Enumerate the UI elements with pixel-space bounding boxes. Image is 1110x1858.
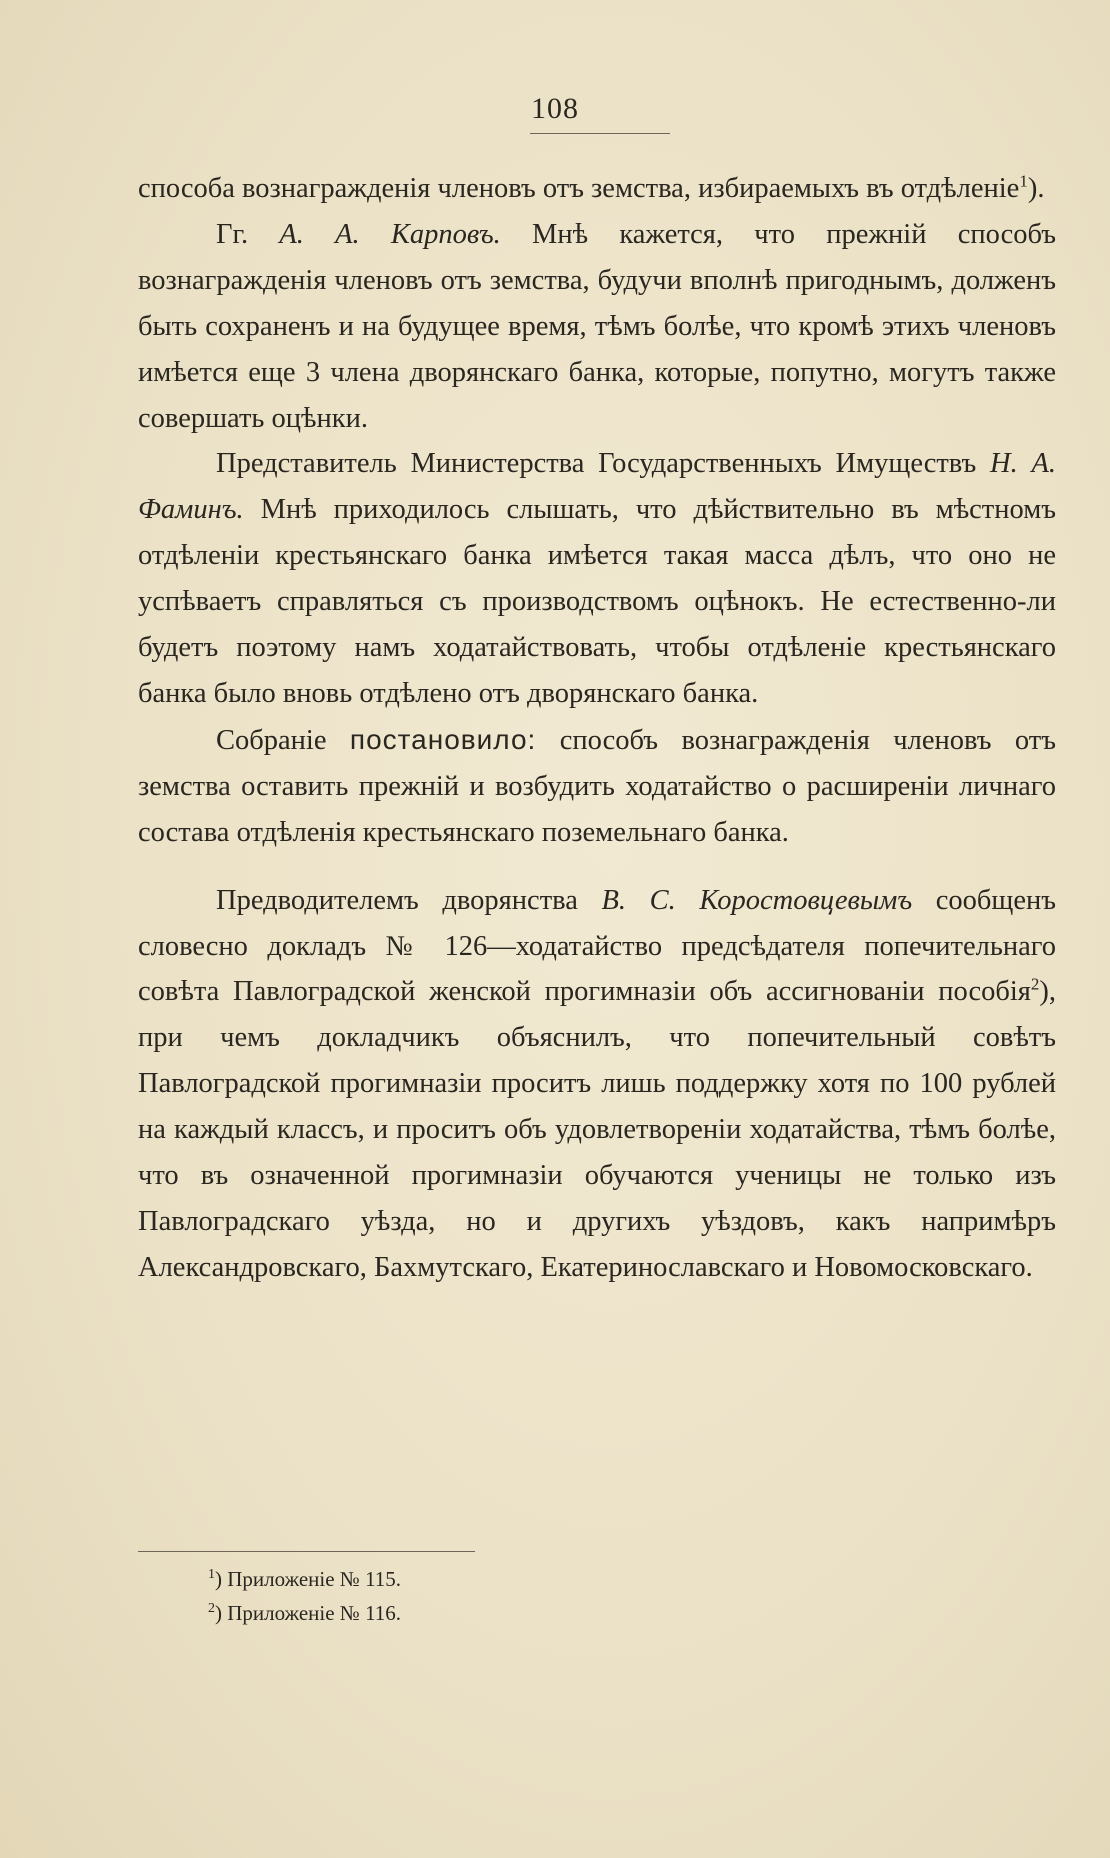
footnote-2-mark: 2 <box>208 1601 215 1616</box>
paragraph-4-text: способъ вознагражденія членовъ отъ земства оставить прежній и возбудить ходатайство о расширеніи личнаго состава отдѣленія крестьянскаго поземельнаго банка. <box>138 724 1056 848</box>
footnote-rule <box>138 1551 475 1552</box>
paragraph-4 <box>138 717 1056 856</box>
resolution-keyword: постановило: <box>349 723 537 755</box>
footnote-ref-1: 1 <box>1019 171 1028 191</box>
paragraph-5-after: ), при чемъ докладчикъ объяснилъ, что попечительный совѣтъ Павлоградской прогимназіи проситъ лишь поддержку хотя по 100 рублей на каждый классъ, и проситъ объ удовлетвореніи ходатайства, тѣмъ болѣе, что въ означенной прогимназіи обучаются ученицы не только изъ Павлоградскаго уѣзда, но и другихъ уѣздовъ, какъ напримѣръ Александровскаго, Бахмутскаго, Екатеринославскаго и Новомосковскаго. <box>138 976 1056 1283</box>
footnote-1 <box>208 1562 1008 1596</box>
footnote-2-text: ) Приложеніе № 116. <box>215 1601 402 1625</box>
paragraph-3-text: Мнѣ приходилось слышать, что дѣйствительно въ мѣстномъ отдѣленіи крестьянскаго банка имѣется такая масса дѣлъ, что оно не успѣваетъ справляться съ производствомъ оцѣнокъ. Не естественно-ли будетъ поэтому намъ ходатайствовать, чтобы отдѣленіе крестьянскаго банка было вновь отдѣлено отъ дворянскаго банка. <box>138 494 1056 709</box>
speaker-famin: Н. А. Фаминъ. <box>138 448 1056 526</box>
paragraph-spacer <box>138 856 1056 878</box>
paragraph-2-prefix: Гг. <box>216 218 280 250</box>
footnote-ref-2: 2 <box>1030 974 1040 994</box>
main-text <box>138 166 1056 1291</box>
paragraph-1 <box>138 166 1056 212</box>
footnote-2 <box>208 1596 1008 1630</box>
page-number-rule <box>530 133 670 134</box>
footnote-1-text: ) Приложеніе № 115. <box>215 1567 402 1591</box>
footnote-1-mark: 1 <box>208 1567 215 1582</box>
paragraph-5-text: сообщенъ словесно докладъ № 126—ходатайство предсѣдателя попечительнаго совѣта Павлоградской женской прогимназіи объ ассигнованіи пособія <box>138 884 1056 1008</box>
paragraph-1-after: ). <box>1027 173 1045 204</box>
paragraph-1-text: способа вознагражденія членовъ отъ земства, избираемыхъ въ отдѣленіе <box>138 173 1020 204</box>
paragraph-5-prefix: Предводителемъ дворянства <box>216 884 602 916</box>
footnotes <box>208 1562 1008 1630</box>
paragraph-3-prefix: Представитель Министерства Государственныхъ Имуществъ <box>216 448 991 480</box>
speaker-korostovtsev: В. С. Коростовцевымъ <box>601 884 913 916</box>
paragraph-4-prefix: Собраніе <box>216 724 350 756</box>
speaker-karpov: А. А. Карповъ. <box>279 218 501 250</box>
paragraph-2-text: Мнѣ кажется, что прежній способъ вознагражденія членовъ отъ земства, будучи вполнѣ пригоднымъ, долженъ быть сохраненъ и на будущее время, тѣмъ болѣе, что кромѣ этихъ членовъ имѣется еще 3 члена дворянскаго банка, которые, попутно, могутъ также совершать оцѣнки. <box>138 218 1056 434</box>
paragraph-5 <box>138 878 1056 1291</box>
paragraph-2 <box>138 212 1056 442</box>
page-number: 108 <box>531 92 579 125</box>
paragraph-3 <box>138 441 1056 716</box>
